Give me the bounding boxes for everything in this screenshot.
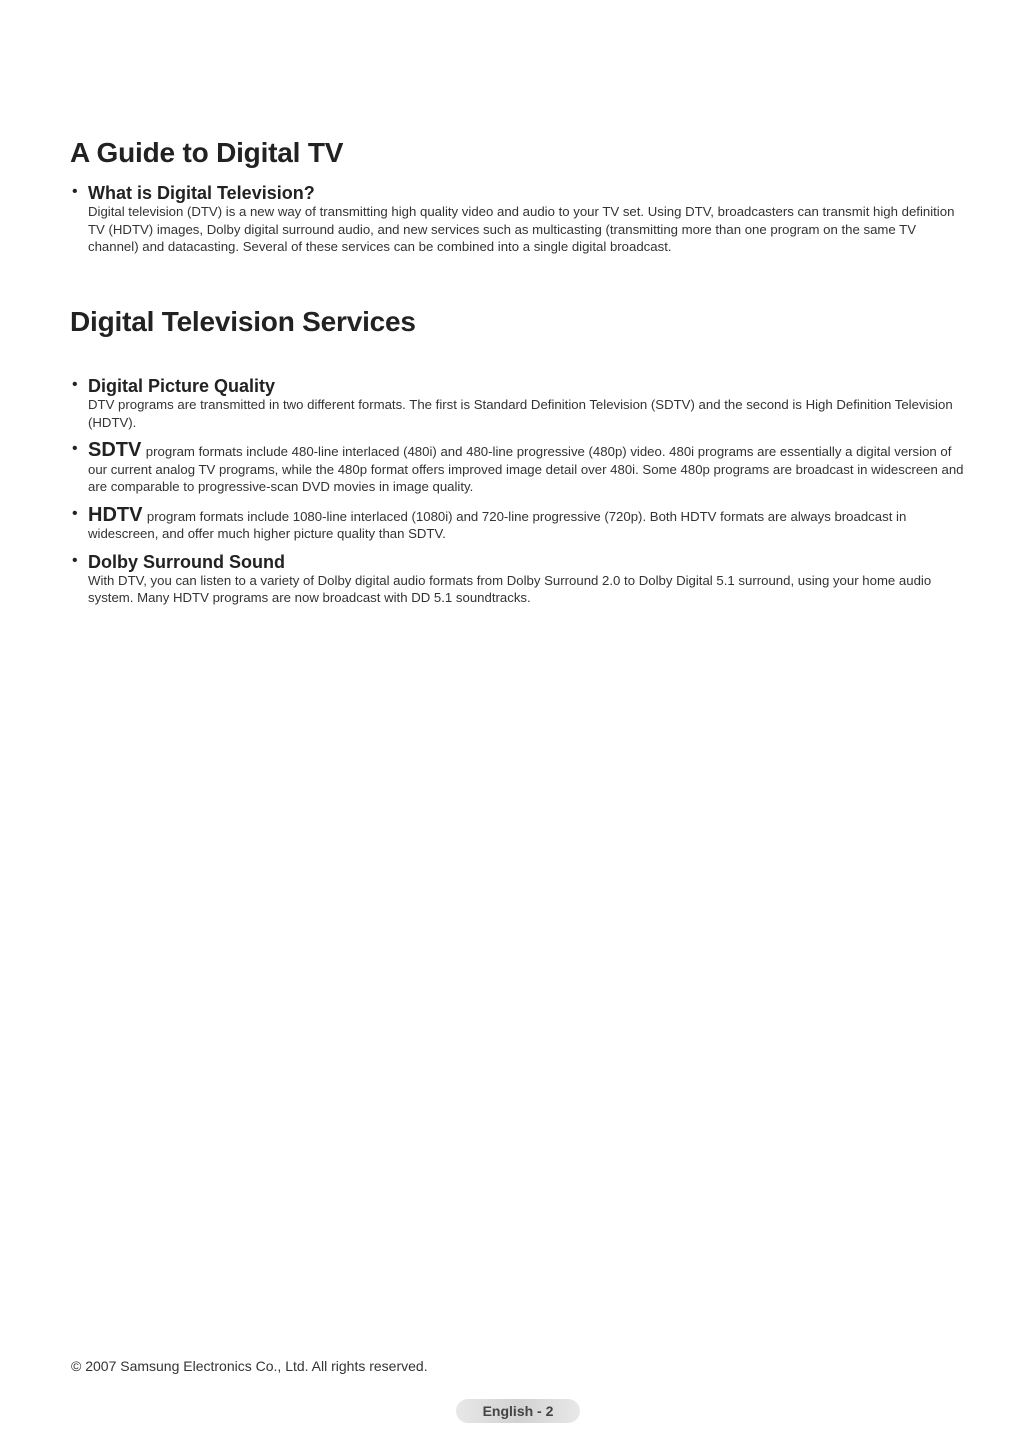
page-number-badge: English - 2 [456, 1399, 580, 1423]
bullet-icon: • [72, 183, 78, 200]
item-heading: SDTV [88, 439, 142, 461]
item-body: program formats include 480-line interlaced (480i) and 480-line progressive (480p) video. 480i programs are essentially a digital version of our current analog TV programs, while the 480p format offers improved image detail over 480i. Some 480p programs are broadcast in widescreen and are comparable to progressive-scan DVD movies in image quality. [88, 444, 964, 494]
bullet-icon: • [72, 551, 78, 569]
item-heading: Digital Picture Quality [88, 376, 276, 396]
list-item-dolby [70, 552, 970, 607]
list-item-sdtv [70, 440, 970, 496]
copyright-notice: © 2007 Samsung Electronics Co., Ltd. All rights reserved. [71, 1358, 428, 1374]
item-body: Digital television (DTV) is a new way of transmitting high quality video and audio to your TV set. Using DTV, broadcasters can transmit high definition TV (HDTV) images, Dolby digital surround audio, and new services such as multicasting (transmitting more than one program on the same TV channel) and datacasting. Several of these services can be combined into a single digital broadcast. [88, 204, 955, 254]
services-item-list [70, 376, 970, 616]
bullet-icon: • [72, 504, 78, 522]
item-heading: What is Digital Television? [88, 183, 315, 203]
item-heading: Dolby Surround Sound [88, 551, 285, 572]
list-item-hdtv [70, 505, 970, 543]
section-title-services: Digital Television Services [70, 306, 416, 337]
item-body: program formats include 1080-line interlaced (1080i) and 720-line progressive (720p). Both HDTV formats are always broadcast in widescreen, and offer much higher picture quality than SDTV. [88, 508, 907, 541]
guide-item-list [70, 183, 970, 265]
bullet-icon: • [72, 376, 78, 393]
bullet-icon: • [72, 440, 78, 457]
item-heading: HDTV [88, 503, 143, 526]
item-body: With DTV, you can listen to a variety of Dolby digital audio formats from Dolby Surround 2.0 to Dolby Digital 5.1 surround, using your home audio system. Many HDTV programs are now broadcast with DD 5.1 soundtracks. [88, 572, 932, 605]
list-item-what-is-dtv [70, 183, 970, 256]
list-item-picture-quality [70, 376, 970, 431]
item-body: DTV programs are transmitted in two different formats. The first is Standard Definition Television (SDTV) and the second is High Definition Television (HDTV). [88, 397, 953, 430]
section-title-guide: A Guide to Digital TV [70, 137, 344, 168]
